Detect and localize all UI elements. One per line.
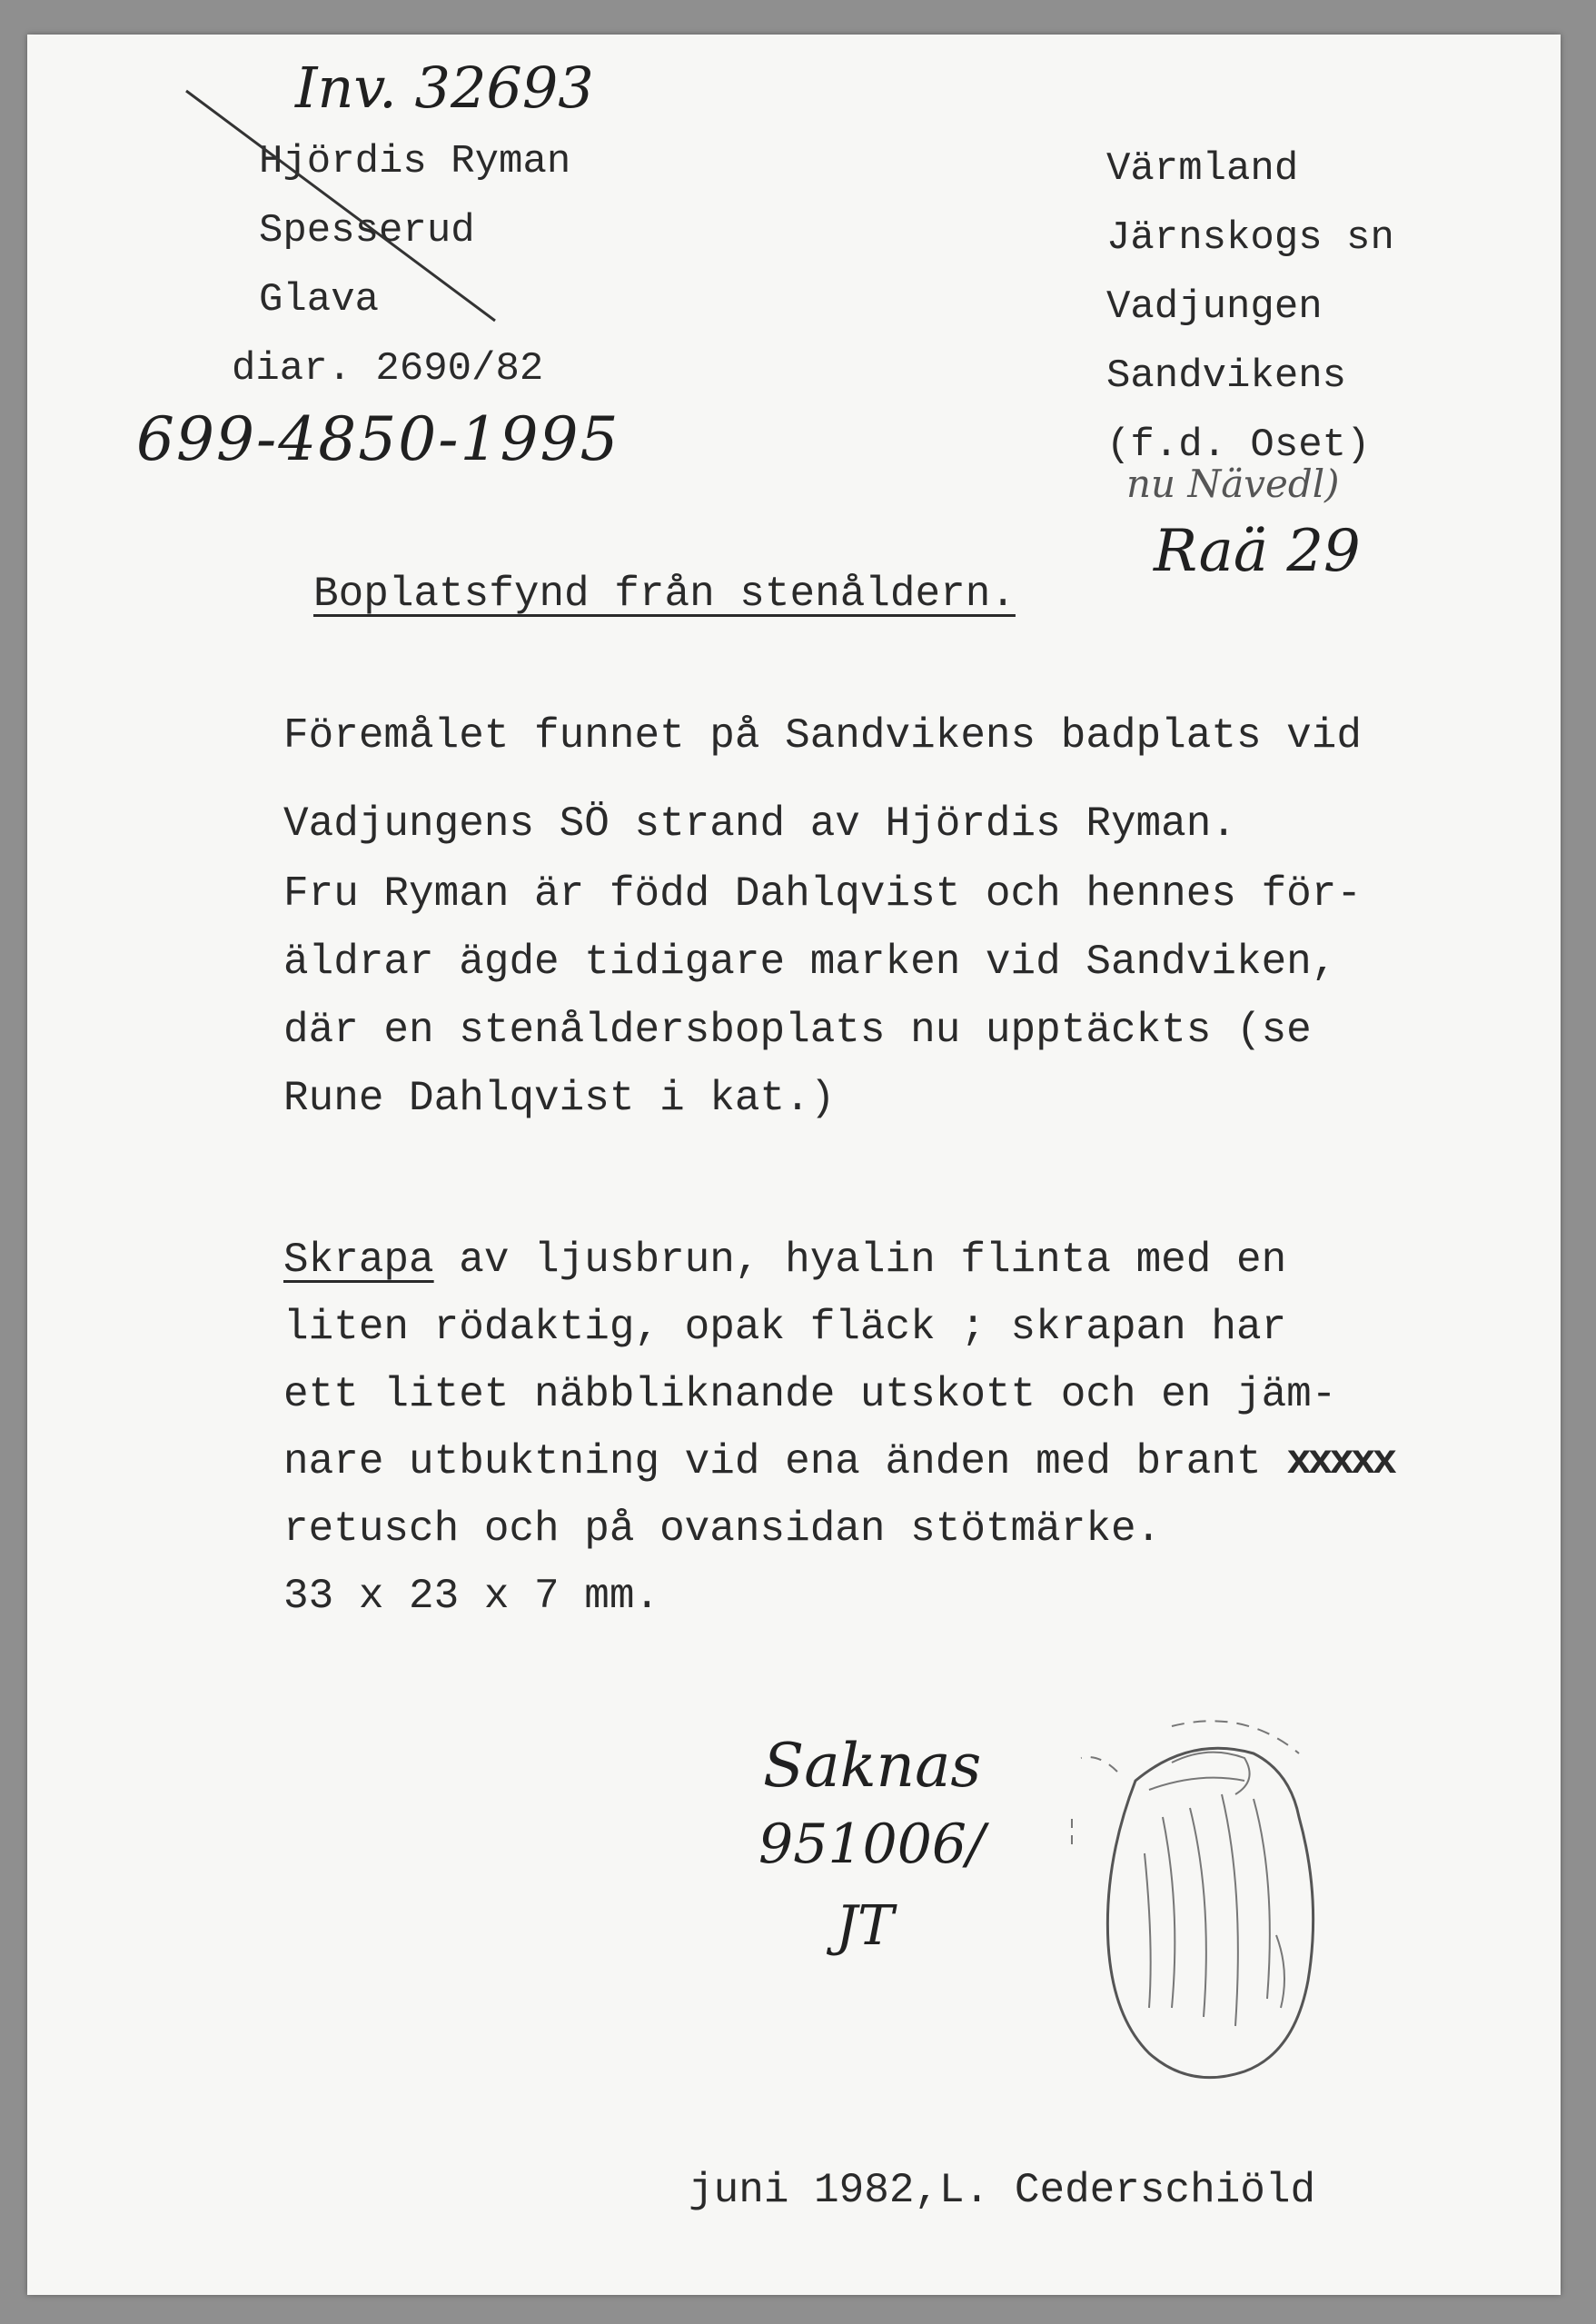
missing-note: Saknas <box>763 1731 982 1801</box>
registration-number: 699-4850-1995 <box>136 404 620 474</box>
paragraph-2-line-6: 33 x 23 x 7 mm. <box>283 1573 660 1620</box>
paragraph-1-line-5: där en stenåldersboplats nu upptäckts (se <box>283 1007 1312 1054</box>
location-parish: Järnskogs sn <box>1106 215 1394 261</box>
location-lake: Vadjungen <box>1106 284 1323 330</box>
location-site: Sandvikens <box>1106 353 1347 399</box>
diary-number: diar. 2690/82 <box>232 346 544 392</box>
paragraph-2-line-4 <box>283 1428 1393 1496</box>
missing-date: 951006/ <box>758 1813 986 1876</box>
inventory-number: Inv. 32693 <box>295 55 594 121</box>
heading: Boplatsfynd från stenåldern. <box>313 571 1016 618</box>
artifact-type: Skrapa <box>283 1236 434 1284</box>
signature: juni 1982,L. Cederschiöld <box>689 2167 1316 2214</box>
finder-parish: Glava <box>259 277 380 323</box>
strike-line <box>182 86 509 332</box>
finder-name: Hjördis Ryman <box>259 139 571 184</box>
paragraph-2-line-1-rest: av ljusbrun, hyalin flinta med en <box>433 1236 1287 1284</box>
paragraph-2-line-3: ett litet näbbliknande utskott och en jäm- <box>283 1371 1337 1418</box>
paragraph-1-line-6: Rune Dahlqvist i kat.) <box>283 1075 836 1122</box>
raa-number: Raä 29 <box>1154 518 1361 585</box>
paragraph-1-line-3: Fru Ryman är född Dahlqvist och hennes för- <box>283 870 1362 918</box>
location-former-name: (f.d. Oset) <box>1106 422 1371 468</box>
paragraph-1-line-2: Vadjungens SÖ strand av Hjördis Ryman. <box>283 800 1236 848</box>
paragraph-2-line-1 <box>283 1227 1286 1295</box>
location-new-name: nu Nävedl) <box>1126 462 1340 506</box>
struck-out-word: xxxxx <box>1286 1438 1394 1485</box>
finder-farm: Spesserud <box>259 208 475 253</box>
initials: JT <box>836 1894 895 1958</box>
paragraph-2-line-2: liten rödaktig, opak fläck ; skrapan har <box>283 1304 1287 1351</box>
location-province: Värmland <box>1106 146 1299 192</box>
scraper-sketch <box>1063 1708 1363 2117</box>
paragraph-2-line-5: retusch och på ovansidan stötmärke. <box>283 1505 1162 1553</box>
paragraph-1-line-4: äldrar ägde tidigare marken vid Sandviken, <box>283 939 1337 986</box>
paragraph-1-line-1: Föremålet funnet på Sandvikens badplats vid <box>283 712 1362 760</box>
paragraph-2-line-4-text: nare utbuktning vid ena änden med brant <box>283 1438 1287 1485</box>
